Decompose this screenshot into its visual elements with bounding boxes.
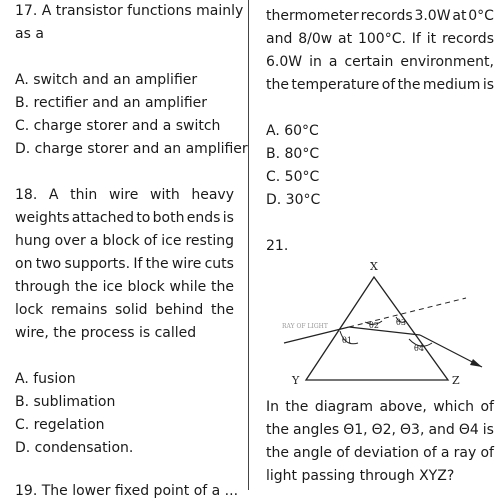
- q21-line-4: light passing through XYZ?: [266, 468, 455, 484]
- q17-line-2: as a: [15, 26, 44, 42]
- q20-line-4: the temperature of the medium is: [266, 77, 494, 93]
- theta3-label: θ3: [396, 318, 406, 327]
- q17-option-d: D. charge storer and an amplifier: [15, 141, 248, 157]
- q18-option-c: C. regelation: [15, 417, 105, 433]
- q20-option-c: C. 50°C: [266, 169, 320, 185]
- theta2-label: θ2: [369, 321, 379, 330]
- q21-line-1: In the diagram above, which of: [266, 399, 494, 415]
- theta4-label: θ4: [414, 344, 424, 353]
- q18-option-b: B. sublimation: [15, 394, 116, 410]
- q18-line-6: lock remains solid behind the: [15, 302, 234, 318]
- q17-option-b: B. rectifier and an amplifier: [15, 95, 208, 111]
- vertex-y-label: Y: [292, 374, 300, 387]
- q18-line-2: weights attached to both ends is: [15, 210, 234, 226]
- q17-option-a: A. switch and an amplifier: [15, 72, 198, 88]
- q20-line-1: thermometer records 3.0W at 0°C: [266, 8, 494, 24]
- q18-option-d: D. condensation.: [15, 440, 134, 456]
- right-column: [260, 0, 500, 490]
- q20-line-2: and 8/0w at 100°C. If it records: [266, 31, 494, 47]
- q18-line-4: on two supports. If the wire cuts: [15, 256, 234, 272]
- prism-diagram: [270, 255, 495, 390]
- q17-option-c: C. charge storer and a switch: [15, 118, 221, 134]
- emergent-arrowhead: [470, 359, 482, 367]
- q20-line-3: 6.0W in a certain environment,: [266, 54, 494, 70]
- q18-line-3: hung over a block of ice resting: [15, 233, 234, 249]
- q20-option-a: A. 60°C: [266, 123, 319, 139]
- q21-line-3: the angle of deviation of a ray of: [266, 445, 494, 461]
- q18-option-a: A. fusion: [15, 371, 76, 387]
- q18-line-1: 18. A thin wire with heavy: [15, 187, 234, 203]
- ray-label: RAY OF LIGHT: [282, 323, 328, 330]
- q20-option-d: D. 30°C: [266, 192, 321, 208]
- q18-line-5: through the ice block while the: [15, 279, 234, 295]
- q18-line-7: wire, the process is called: [15, 325, 197, 341]
- q21-line-2: the angles Θ1, Θ2, Θ3, and Θ4 is: [266, 422, 494, 438]
- q21-number: 21.: [266, 238, 289, 254]
- theta1-label: θ1: [342, 336, 352, 345]
- vertex-x-label: X: [370, 260, 378, 273]
- q17-line-1: 17. A transistor functions mainly: [15, 3, 244, 19]
- q19-cutoff-line: 19. The lower fixed point of a ...: [15, 483, 239, 499]
- left-column: [0, 0, 248, 499]
- q20-option-b: B. 80°C: [266, 146, 320, 162]
- column-divider: [248, 0, 249, 490]
- refracted-ray: [349, 327, 420, 335]
- vertex-z-label: Z: [452, 374, 460, 387]
